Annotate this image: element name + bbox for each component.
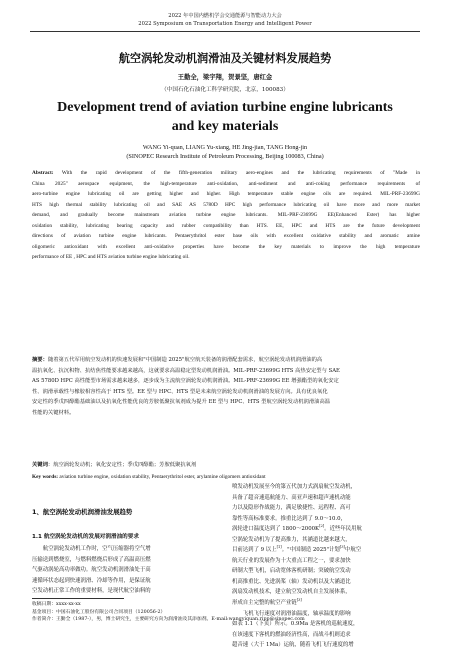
abstract-en-label: Abstract: bbox=[32, 170, 54, 176]
body-line: 航天行业的发展作为十大重点工程之一，要求加快 bbox=[232, 557, 351, 564]
body-line: 飞机飞行速度对润滑油温度，轴承温度的影响 bbox=[242, 610, 351, 617]
title-en-line: Development trend of aviation turbine engine lubricants bbox=[57, 100, 393, 115]
body-line: 涡轮进口温度达到了 1800～2000K[2]。近些年民用航 bbox=[232, 524, 362, 533]
keywords-cn bbox=[32, 460, 420, 470]
body-line: 如表 1.1（下页）所示。0.9Ma 是客机的巡航速度， bbox=[232, 621, 359, 628]
keywords-en bbox=[32, 472, 420, 482]
body-line: 空涡轮发动机为了提高推力，其涵道比越来越大， bbox=[232, 536, 351, 543]
body-line: 空发动机正常工作的重要材料，是现代航空油料的 bbox=[32, 588, 151, 595]
body-line: 气驱动涡轮高功率做功。航空发动机润滑油处于高 bbox=[32, 567, 151, 574]
body-column-right bbox=[232, 482, 422, 651]
abstract-en bbox=[32, 168, 420, 263]
abstract-cn-line: 安定性的季戊四醇酯基础油以及抗氧化性能优良的芳胺低聚抗氧剂成为提升 EE 型与 HPC、HTS 型航空涡轮发动机润滑油高温 bbox=[32, 399, 331, 405]
footnote-block bbox=[32, 601, 422, 624]
body-line: 靠性等高标准要求。推重比达到了 9.0～10.0， bbox=[232, 515, 346, 522]
abstract-en-line: directions of aviation turbine engine lubricants. Pentaerythritol ester base oils with excellent oxidative stability and aromatic amine bbox=[32, 233, 420, 239]
citation: [3] bbox=[339, 545, 345, 550]
abstract-cn bbox=[32, 355, 420, 418]
body-line: 研制大型飞机，启动宽体客机研制；突破航空发动 bbox=[232, 568, 351, 575]
body-column-left bbox=[32, 544, 222, 597]
body-line: 喷发动机发展至今的第五代加力式涡扇航空发动机， bbox=[232, 484, 356, 490]
body-line: 航空涡轮发动机工作时，空气压缩器将空气增 bbox=[42, 546, 151, 552]
abstract-en-line: HTS high thermal stability lubricating oil and SAE AS 5780D HPC high performance lubricating oil have more and more market bbox=[32, 201, 420, 208]
authors-cn: 王勤全，梁宇翔，贺景坚，唐红金 bbox=[177, 74, 273, 81]
keywords-en-text: aviation turbine engine, oxidation stability, Pentaerythritol ester, arylamine oligomers antioxidant bbox=[58, 474, 266, 480]
received-date: 收稿日期：xxxx-xx-xx bbox=[32, 602, 81, 607]
body-line: 涡扇发动机技术，建立航空发动机自主发展体系， bbox=[232, 589, 351, 596]
body-line: 形成自主完整的航空产业链[3] bbox=[232, 598, 302, 607]
body-line: 机高推重比、先进涡桨（轴）发动机以及大涵道比 bbox=[232, 578, 351, 585]
body-line: 速循环状态起到快速润滑、冷却等作用，是保证航 bbox=[32, 577, 151, 584]
body-line: 具备了超音速巡航能力、高亚声速和超声速机动能 bbox=[232, 494, 351, 501]
keywords-en-label: Key words: bbox=[32, 474, 59, 480]
abstract-en-line: performance of EE , HPC and HTS aviation turbine engine lubricating oil. bbox=[32, 254, 190, 260]
body-line: 超音速（大于 1Ma）运航，随着飞机飞行速度的增 bbox=[232, 642, 354, 649]
header-rule bbox=[30, 31, 420, 32]
subsection-heading: 1.1 航空涡轮发动机的发展对润滑油的要求 bbox=[32, 534, 139, 540]
keywords-cn-text: ：航空涡轮发动机；氧化安定性；季戊四醇酯；芳胺低聚抗氧剂 bbox=[47, 462, 197, 468]
abstract-cn-line: 温抗氧化、抗沉积物、抗结焦性能要求越来越高，这就要求高温稳定型发动机润滑油。MIL-PRF-23699G HTS 高热安定型与 SAE bbox=[32, 367, 340, 374]
running-head-en: 2022 Symposium on Transportation Energy and Intelligent Power bbox=[138, 21, 312, 27]
footnote-separator bbox=[32, 598, 124, 599]
affiliation-cn: （中国石化石油化工科学研究院，北京，100083） bbox=[161, 87, 289, 93]
title-en bbox=[30, 98, 420, 136]
abstract-en-line: Abstract: With the rapid development of the fifth-generation military aero-engines and the lubricating requirements of "Made in bbox=[32, 170, 420, 176]
abstract-cn-line: AS 5780D HPC 高性能型市场需求越来越多，逐步成为主流航空涡轮发动机润滑油。MIL-PRF-23699G EE 增强酯型的氧化安定 bbox=[32, 378, 339, 384]
section-heading: 1、航空涡轮发动机润滑油发展趋势 bbox=[32, 508, 133, 516]
keywords-cn-label: 关键词 bbox=[32, 462, 48, 468]
author-bio: 作者简介：王勤全（1987-），男，博士研究生，主要研究方向为润滑油及其添加剂。E-mail:wangyiquan.ripp@sinopec.com bbox=[32, 617, 305, 623]
body-line: 目前达到了 9 以上[1]。"中国制造 2025"计划[3]中航空 bbox=[232, 545, 362, 554]
title-en-line: and key materials bbox=[171, 119, 279, 134]
running-head-cn: 2022 年中国内燃机学会交通能源与智能动力大会 bbox=[168, 13, 282, 19]
citation: [3] bbox=[296, 598, 302, 603]
abstract-en-line: China 2025" aerospace equipment, the high-temperature anti-oxidation, anti-sediment and anti-coking performance requirements of bbox=[32, 180, 420, 187]
funding: 基金项目：中国石油化工股份有限公司合同项目（120056-2） bbox=[32, 609, 166, 615]
running-head bbox=[30, 12, 420, 28]
abstract-cn-label: 摘要： bbox=[32, 357, 48, 363]
abstract-cn-line: 性、润滑承载性与橡胶相容性高于 HTS 型。EE 型与 HPC、HTS 型是未来航空涡轮发动机润滑油的发展方向。具有优良氧化 bbox=[32, 388, 328, 395]
affiliation-en: (SINOPEC Research Institute of Petroleum Processing, Beijing 100083, China) bbox=[126, 153, 324, 160]
body-line: 力以及隐形作战能力，满足敏捷性、远程程、高可 bbox=[232, 505, 351, 512]
body-line: 压输送到燃烧室，与燃料燃烧后形成了高温高压燃 bbox=[32, 556, 151, 563]
body-line: 在该速度下客机的燃油经济性高，而战斗机则追求 bbox=[232, 631, 351, 638]
abstract-en-line: oligomeric antioxidant with excellent anti-oxidative properties have become the key materials to improve the high temperature bbox=[32, 243, 420, 250]
authors-en: WANG Yi-quan, LIANG Yu-xiang, HE Jing-jian, TANG Hong-jin bbox=[142, 144, 308, 151]
abstract-cn-line: 性能的关键材料。 bbox=[32, 409, 75, 416]
abstract-en-line: demand, and gradually become mainstream aviation turbine engine lubricants. MIL-PRF-23699G EE(Enhanced Ester) has higher bbox=[32, 212, 420, 218]
citation: [1] bbox=[276, 545, 282, 550]
title-cn: 航空涡轮发动机润滑油及关键材料发展趋势 bbox=[118, 52, 332, 65]
abstract-en-line: oxidation stability, lubricating bearing capacity and rubber compatibility than HTS. EE, HPC and HTS are the future development bbox=[32, 222, 420, 229]
abstract-en-line: aero-turbine engine lubricating oil are getting higher and higher. High temperature stable engine oils are required. MIL-PRF-23699G bbox=[32, 191, 420, 197]
abstract-cn-line: 摘要：随着第五代军用航空发动机的快速发展和"中国制造 2025"航空航天装备的润滑配套需求，航空涡轮发动机润滑油的高 bbox=[32, 357, 323, 363]
citation: [2] bbox=[319, 524, 325, 529]
